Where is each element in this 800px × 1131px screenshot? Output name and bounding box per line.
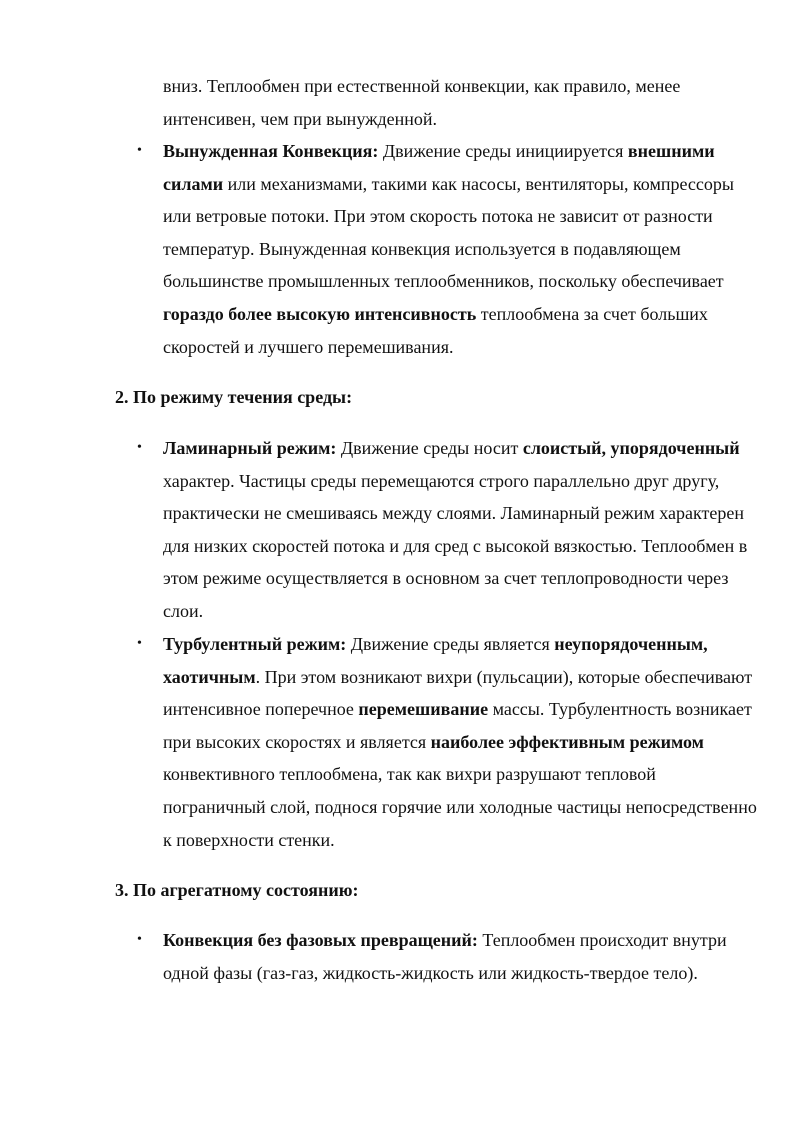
continuation-text: вниз. Теплообмен при естественной конвекции, как правило, менее интенсивен, чем при вынужденной. <box>163 76 681 129</box>
text-segment: Движение среды инициируется <box>378 141 628 161</box>
section-heading-aggregate-state: 3. По агрегатному состоянию: <box>115 880 359 900</box>
text-segment: Движение среды является <box>346 634 555 654</box>
term-forced-convection: Вынужденная Конвекция: <box>163 141 379 161</box>
text-segment: характер. Частицы среды перемещаются строго параллельно друг другу, практически не смешиваясь между слоями. Ламинарный режим характерен для низких скоростей потока и для сред с высокой вязкостью. Теплообмен в этом режиме осуществляется в основном за счет теплопроводности через слои. <box>163 470 748 621</box>
text-segment: или механизмами, такими как насосы, вентиляторы, компрессоры или ветровые потоки. При этом скорость потока не зависит от разности температур. Вынужденная конвекция используется в подавляющем большинстве промышленных теплообменников, поскольку обеспечивает <box>163 173 734 292</box>
bullet-icon: • <box>137 932 142 947</box>
text-segment: . При этом возникают вихри (пульсации), которые обеспечивают интенсивное поперечное <box>163 666 753 720</box>
continuation-paragraph <box>163 70 763 135</box>
term-turbulent: Турбулентный режим: <box>163 634 347 654</box>
text-segment: Теплообмен происходит внутри одной фазы (газ-газ, жидкость-жидкость или жидкость-твердое тело). <box>163 930 727 983</box>
bold-segment: слоистый, упорядоченный <box>522 438 740 458</box>
section-heading-flow-regime: 2. По режиму течения среды: <box>115 387 353 407</box>
list-item-text <box>163 432 763 628</box>
bold-segment: наиболее эффективным режимом <box>430 731 704 752</box>
bullet-icon: • <box>137 440 142 455</box>
list-item-text <box>163 628 763 856</box>
text-segment: конвективного теплообмена, так как вихри разрушают тепловой пограничный слой, поднося горячие или холодные частицы непосредственно к поверхности стенки. <box>163 764 757 850</box>
bold-segment: внешними силами <box>163 141 715 194</box>
list-item-text <box>163 135 763 363</box>
text-segment: теплообмена за счет больших скоростей и лучшего перемешивания. <box>163 303 708 357</box>
bullet-icon: • <box>137 636 142 651</box>
term-laminar: Ламинарный режим: <box>163 438 337 458</box>
term-no-phase-change: Конвекция без фазовых превращений: <box>163 930 478 950</box>
text-segment: Движение среды носит <box>336 438 523 458</box>
text-segment: массы. Турбулентность возникает при высоких скоростях и является <box>163 699 752 752</box>
bold-segment: перемешивание <box>358 699 489 720</box>
bullet-icon: • <box>137 143 142 158</box>
list-item-text <box>163 924 763 989</box>
bold-segment: гораздо более высокую интенсивность <box>163 303 477 324</box>
bold-segment: неупорядоченным, хаотичным <box>163 634 708 687</box>
